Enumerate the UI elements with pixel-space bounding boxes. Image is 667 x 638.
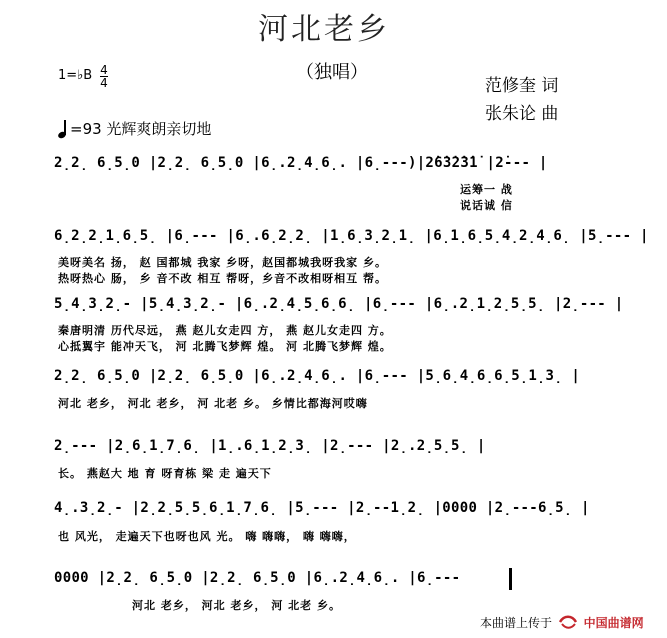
key-signature: 1=♭B bbox=[58, 68, 93, 83]
site-logo-icon bbox=[558, 615, 578, 629]
lyric-line-1b: 说话诚 信 bbox=[460, 199, 513, 212]
final-barline bbox=[509, 568, 512, 590]
lyric-line-2b: 热呀热心 肠， 乡 音不改 相互 帮呀，乡音不改相呀相互 帮。 bbox=[58, 272, 387, 285]
score-line-6: 4̣.3̣2̣- |2̣2̣5̣5̣6̣1̣7̣6̣ |5̣--- |2̣--1̣2̣ |0000 |2̣---6̣5̣ | bbox=[54, 500, 590, 516]
lyric-line-2a: 美呀美名 扬， 赵 国都城 我家 乡呀，赵国都城我呀我家 乡。 bbox=[58, 256, 387, 269]
composer-credit: 张朱论 曲 bbox=[485, 104, 559, 124]
lyric-line-1a: 运筹一 战 bbox=[460, 183, 513, 196]
page-title: 河北老乡 bbox=[258, 12, 390, 47]
time-signature bbox=[100, 64, 108, 89]
lyric-line-7: 河北 老乡， 河北 老乡， 河 北老 乡。 bbox=[132, 599, 341, 612]
lyric-line-3a: 秦唐明清 历代尽远， 燕 赵儿女走四 方， 燕 赵儿女走四 方。 bbox=[58, 324, 392, 337]
lyric-line-3b: 心抵翼宇 能冲天飞， 河 北腾飞梦辉 煌。 河 北腾飞梦辉 煌。 bbox=[58, 340, 392, 353]
time-signature-bottom: 4 bbox=[100, 76, 108, 90]
footer-prefix: 本曲谱上传于 bbox=[480, 616, 553, 630]
score-line-1: 2̣2̣ 6̣5̣0 |2̣2̣ 6̣5̣0 |6̣.2̣4̣6̣. |6̣---)|2̇6̇3̇2̇3̇1̇ |2̇--- | bbox=[54, 155, 548, 171]
score-line-2: 6̣2̣2̣1̣6̣5̣ |6̣--- |6̣.6̣2̣2̣ |1̣6̣3̣2̣1̣ |6̣1̣6̣5̣4̣2̣4̣6̣ |5̣--- | bbox=[54, 228, 649, 244]
lyric-line-5: 长。 燕赵大 地 育 呀育栋 梁 走 遍天下 bbox=[58, 467, 272, 480]
tempo-marking bbox=[58, 118, 211, 139]
score-line-4: 2̣2̣ 6̣5̣0 |2̣2̣ 6̣5̣0 |6̣.2̣4̣6̣. |6̣--- |5̣6̣4̣6̣6̣5̣1̣3̣ | bbox=[54, 368, 581, 384]
score-line-3: 5̣4̣3̣2̣- |5̣4̣3̣2̣- |6̣.2̣4̣5̣6̣6̣ |6̣--- |6̣.2̣1̣2̣5̣5̣ |2̣--- | bbox=[54, 296, 624, 312]
site-brand[interactable]: 中国曲谱网 bbox=[583, 616, 644, 630]
song-subtitle: （独唱） bbox=[296, 62, 368, 83]
score-line-5: 2̣--- |2̣6̣1̣7̣6̣ |1̣.6̣1̣2̣3̣ |2̣--- |2̣.2̣5̣5̣ | bbox=[54, 438, 486, 454]
quarter-note-icon bbox=[58, 120, 67, 138]
tempo-text: =93 光辉爽朗亲切地 bbox=[70, 120, 212, 138]
time-signature-top: 4 bbox=[100, 63, 108, 77]
lyricist-credit: 范修奎 词 bbox=[485, 76, 559, 96]
lyric-line-6: 也 风光， 走遍天下也呀也风 光。 嗨 嗨嗨， 嗨 嗨嗨， bbox=[58, 530, 356, 543]
score-line-7: 0000 |2̣2̣ 6̣5̣0 |2̣2̣ 6̣5̣0 |6̣.2̣4̣6̣. |6̣--- bbox=[54, 570, 461, 586]
credits bbox=[485, 72, 558, 128]
footer-credit bbox=[480, 614, 644, 631]
lyric-line-4: 河北 老乡， 河北 老乡， 河 北老 乡。 乡情比都海河哎嗨 bbox=[58, 397, 368, 410]
